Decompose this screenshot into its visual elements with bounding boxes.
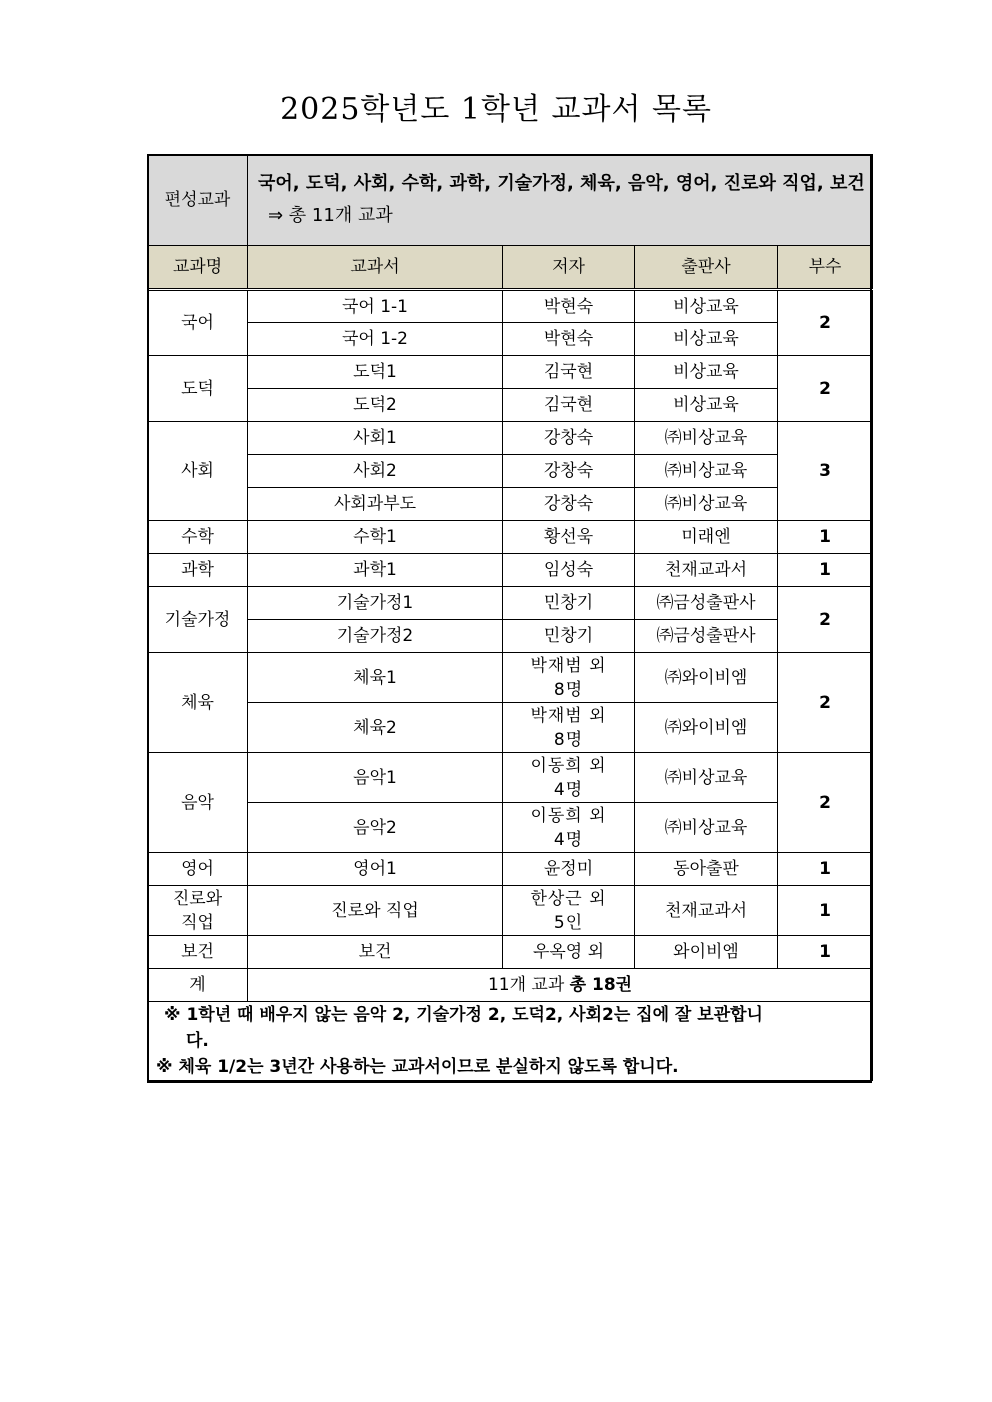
textbook-title: 사회과부도 <box>248 488 503 521</box>
publisher-name: ㈜와이비엠 <box>635 703 778 753</box>
subject-name: 사회 <box>148 422 248 521</box>
subject-name: 국어 <box>148 290 248 356</box>
copies-count: 2 <box>778 356 873 422</box>
table-row <box>148 488 873 521</box>
textbook-title: 음악2 <box>248 803 503 853</box>
textbook-title: 사회1 <box>248 422 503 455</box>
publisher-name: 천재교과서 <box>635 886 778 936</box>
subject-name: 보건 <box>148 936 248 969</box>
publisher-name: 비상교육 <box>635 290 778 323</box>
table-row <box>148 853 873 886</box>
textbook-title: 과학1 <box>248 554 503 587</box>
copies-count: 2 <box>778 290 873 356</box>
author-name: 박재범 외 8명 <box>503 653 635 703</box>
table-row <box>148 521 873 554</box>
publisher-name: ㈜비상교육 <box>635 803 778 853</box>
notes <box>148 1002 873 1081</box>
copies-count: 3 <box>778 422 873 521</box>
header-row <box>148 246 873 290</box>
author-name: 박재범 외 8명 <box>503 703 635 753</box>
author-name: 박현숙 <box>503 323 635 356</box>
textbook-title: 기술가정2 <box>248 620 503 653</box>
author-name: 강창숙 <box>503 422 635 455</box>
publisher-name: ㈜비상교육 <box>635 422 778 455</box>
author-name: 윤정미 <box>503 853 635 886</box>
header-author: 저자 <box>503 246 635 290</box>
textbook-title: 사회2 <box>248 455 503 488</box>
copies-count: 2 <box>778 653 873 753</box>
copies-count: 1 <box>778 521 873 554</box>
organized-subjects <box>248 155 873 246</box>
table-row <box>148 620 873 653</box>
notes-row <box>148 1002 873 1081</box>
table-row <box>148 389 873 422</box>
copies-count: 1 <box>778 853 873 886</box>
textbook-title: 체육1 <box>248 653 503 703</box>
author-name: 김국현 <box>503 389 635 422</box>
textbook-title: 국어 1-2 <box>248 323 503 356</box>
author-name: 한상근 외 5인 <box>503 886 635 936</box>
header-textbook: 교과서 <box>248 246 503 290</box>
author-name: 강창숙 <box>503 455 635 488</box>
publisher-name: ㈜비상교육 <box>635 455 778 488</box>
subject-name: 과학 <box>148 554 248 587</box>
table-row <box>148 803 873 853</box>
table-row <box>148 587 873 620</box>
subject-name: 도덕 <box>148 356 248 422</box>
table-row <box>148 356 873 389</box>
textbook-title: 도덕2 <box>248 389 503 422</box>
publisher-name: 동아출판 <box>635 853 778 886</box>
copies-count: 2 <box>778 587 873 653</box>
textbook-title: 국어 1-1 <box>248 290 503 323</box>
note-line: ※ 1학년 때 배우지 않는 음악 2, 기술가정 2, 도덕2, 사회2는 집에 잘 보관합니다. <box>164 1005 763 1051</box>
copies-count: 2 <box>778 753 873 853</box>
organized-subjects-row <box>148 155 873 246</box>
textbook-title: 기술가정1 <box>248 587 503 620</box>
author-name: 박현숙 <box>503 290 635 323</box>
author-name: 민창기 <box>503 587 635 620</box>
table-row <box>148 653 873 703</box>
subjects-total: ⇒ 총 11개 교과 <box>268 205 393 226</box>
publisher-name: ㈜금성출판사 <box>635 587 778 620</box>
author-name: 민창기 <box>503 620 635 653</box>
publisher-name: ㈜금성출판사 <box>635 620 778 653</box>
subject-name: 영어 <box>148 853 248 886</box>
author-name: 강창숙 <box>503 488 635 521</box>
publisher-name: 천재교과서 <box>635 554 778 587</box>
table-row <box>148 455 873 488</box>
subject-name: 수학 <box>148 521 248 554</box>
author-name: 이동희 외 4명 <box>503 753 635 803</box>
subject-name: 체육 <box>148 653 248 753</box>
total-row <box>148 969 873 1002</box>
publisher-name: 와이비엠 <box>635 936 778 969</box>
subject-name: 진로와 직업 <box>148 886 248 936</box>
textbook-table <box>147 154 873 1081</box>
textbook-title: 체육2 <box>248 703 503 753</box>
table-row <box>148 886 873 936</box>
textbook-title: 도덕1 <box>248 356 503 389</box>
total-books: 총 18권 <box>569 975 633 995</box>
author-name: 황선욱 <box>503 521 635 554</box>
page-title: 2025학년도 1학년 교과서 목록 <box>280 92 712 127</box>
organized-label: 편성교과 <box>148 155 248 246</box>
textbook-title: 보건 <box>248 936 503 969</box>
note-line: ※ 체육 1/2는 3년간 사용하는 교과서이므로 분실하지 않도록 합니다. <box>156 1057 679 1077</box>
subject-name: 기술가정 <box>148 587 248 653</box>
copies-count: 1 <box>778 936 873 969</box>
table-row <box>148 290 873 323</box>
copies-count: 1 <box>778 886 873 936</box>
textbook-title: 음악1 <box>248 753 503 803</box>
textbook-title: 수학1 <box>248 521 503 554</box>
textbook-title: 진로와 직업 <box>248 886 503 936</box>
total-subjects: 11개 교과 <box>487 975 570 995</box>
author-name: 임성숙 <box>503 554 635 587</box>
table-row <box>148 422 873 455</box>
author-name: 우옥영 외 <box>503 936 635 969</box>
table-row <box>148 554 873 587</box>
copies-count: 1 <box>778 554 873 587</box>
publisher-name: ㈜와이비엠 <box>635 653 778 703</box>
total-value <box>248 969 873 1002</box>
publisher-name: 미래엔 <box>635 521 778 554</box>
textbook-title: 영어1 <box>248 853 503 886</box>
subjects-list: 국어, 도덕, 사회, 수학, 과학, 기술가정, 체육, 음악, 영어, 진로와 직업, 보건 <box>258 173 865 194</box>
publisher-name: 비상교육 <box>635 356 778 389</box>
table-row <box>148 936 873 969</box>
header-publisher: 출판사 <box>635 246 778 290</box>
publisher-name: 비상교육 <box>635 389 778 422</box>
author-name: 김국현 <box>503 356 635 389</box>
table-row <box>148 323 873 356</box>
publisher-name: 비상교육 <box>635 323 778 356</box>
total-label: 계 <box>148 969 248 1002</box>
header-copies: 부수 <box>778 246 873 290</box>
author-name: 이동희 외 4명 <box>503 803 635 853</box>
publisher-name: ㈜비상교육 <box>635 753 778 803</box>
table-row <box>148 703 873 753</box>
table-row <box>148 753 873 803</box>
header-subject: 교과명 <box>148 246 248 290</box>
publisher-name: ㈜비상교육 <box>635 488 778 521</box>
subject-name: 음악 <box>148 753 248 853</box>
